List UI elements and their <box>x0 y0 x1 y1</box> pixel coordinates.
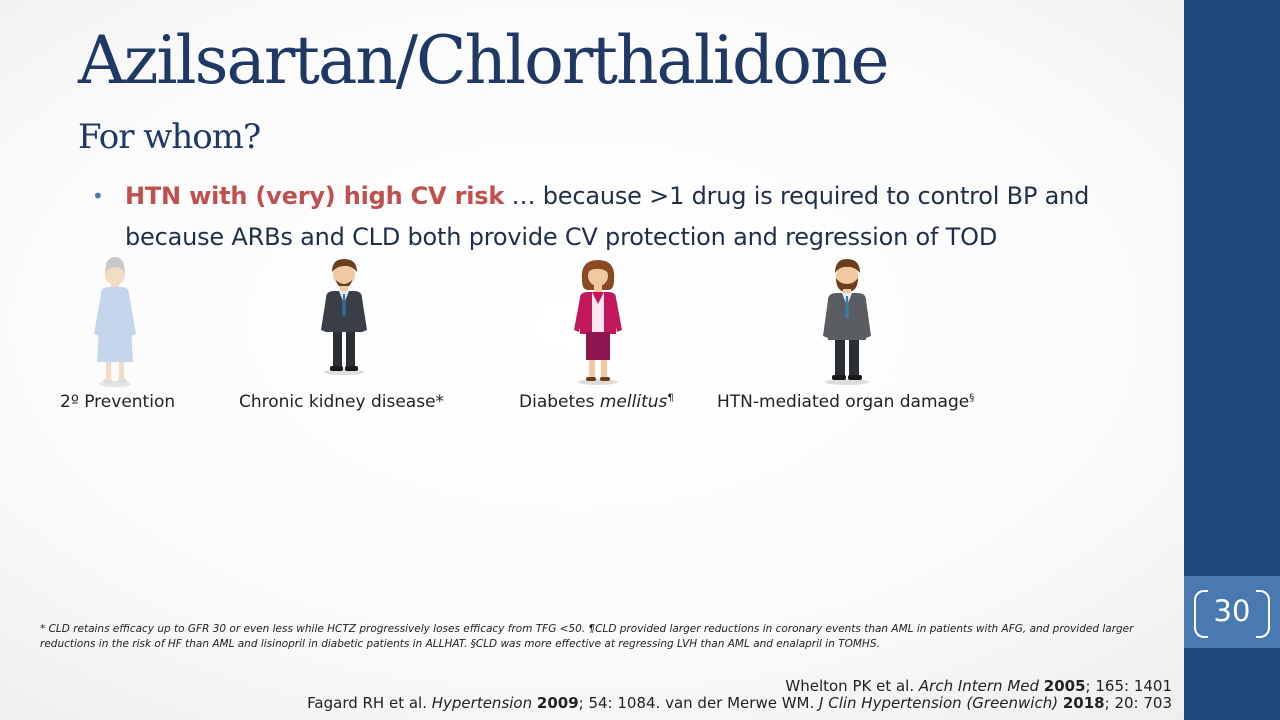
page-number-box <box>1184 576 1280 648</box>
page-number: 30 <box>1213 594 1251 628</box>
ref2-year: 2009 <box>536 694 579 712</box>
label-chronic-kidney-disease: Chronic kidney disease* <box>239 392 445 412</box>
label-organ-damage <box>717 392 974 412</box>
ref1-year: 2005 <box>1043 677 1086 695</box>
ref2-rest: ; 54: 1084. van der Merwe WM. <box>578 694 820 712</box>
ref1-authors: Whelton PK et al. <box>785 677 919 695</box>
bullet-text <box>125 176 1125 258</box>
bullet-icon: • <box>92 184 104 208</box>
reference-2 <box>307 694 1172 712</box>
ref2-authors: Fagard RH et al. <box>307 694 432 712</box>
label-diabetes-mellitus <box>519 392 674 412</box>
ref3-journal: J Clin Hypertension (Greenwich) <box>819 694 1059 712</box>
ref3-rest: ; 20: 703 <box>1104 694 1172 712</box>
bullet-highlight: HTN with (very) high CV risk <box>125 182 505 210</box>
slide-subtitle: For whom? <box>78 117 261 157</box>
ref2-journal: Hypertension <box>431 694 533 712</box>
label-organ-damage-text: HTN-mediated organ damage <box>717 392 970 412</box>
label-diabetes-mark: ¶ <box>667 392 674 404</box>
bearded-man-icon <box>818 256 876 386</box>
slide-title: Azilsartan/Chlorthalidone <box>78 22 888 99</box>
man-suit-icon <box>316 256 372 376</box>
ref1-journal: Arch Intern Med <box>918 677 1040 695</box>
bullet-body: … because >1 drug is required to control BP and because ARBs and CLD both provide CV protection and regression of TOD <box>125 182 1090 251</box>
label-secondary-prevention: 2º Prevention <box>60 392 176 412</box>
footnote: * CLD retains efficacy up to GFR 30 or even less while HCTZ progressively loses efficacy from TFG <50. ¶CLD provided larger reductions in coronary events than AML in patients with AFG, and provided larger reductions in the risk of HF than AML and lisinopril in diabetic patients in ALLHAT. §CLD was more effective at regressing LVH than AML and enalapril in TOMHS. <box>40 623 1134 650</box>
elderly-woman-icon <box>88 256 142 388</box>
ref3-year: 2018 <box>1062 694 1105 712</box>
reference-1 <box>785 677 1172 695</box>
label-organ-damage-mark: § <box>969 392 975 404</box>
label-diabetes-prefix: Diabetes <box>519 392 600 412</box>
label-diabetes-em: mellitus <box>599 392 668 412</box>
right-bracket-icon <box>1256 590 1270 638</box>
woman-icon <box>568 256 628 386</box>
ref1-rest: ; 165: 1401 <box>1085 677 1172 695</box>
